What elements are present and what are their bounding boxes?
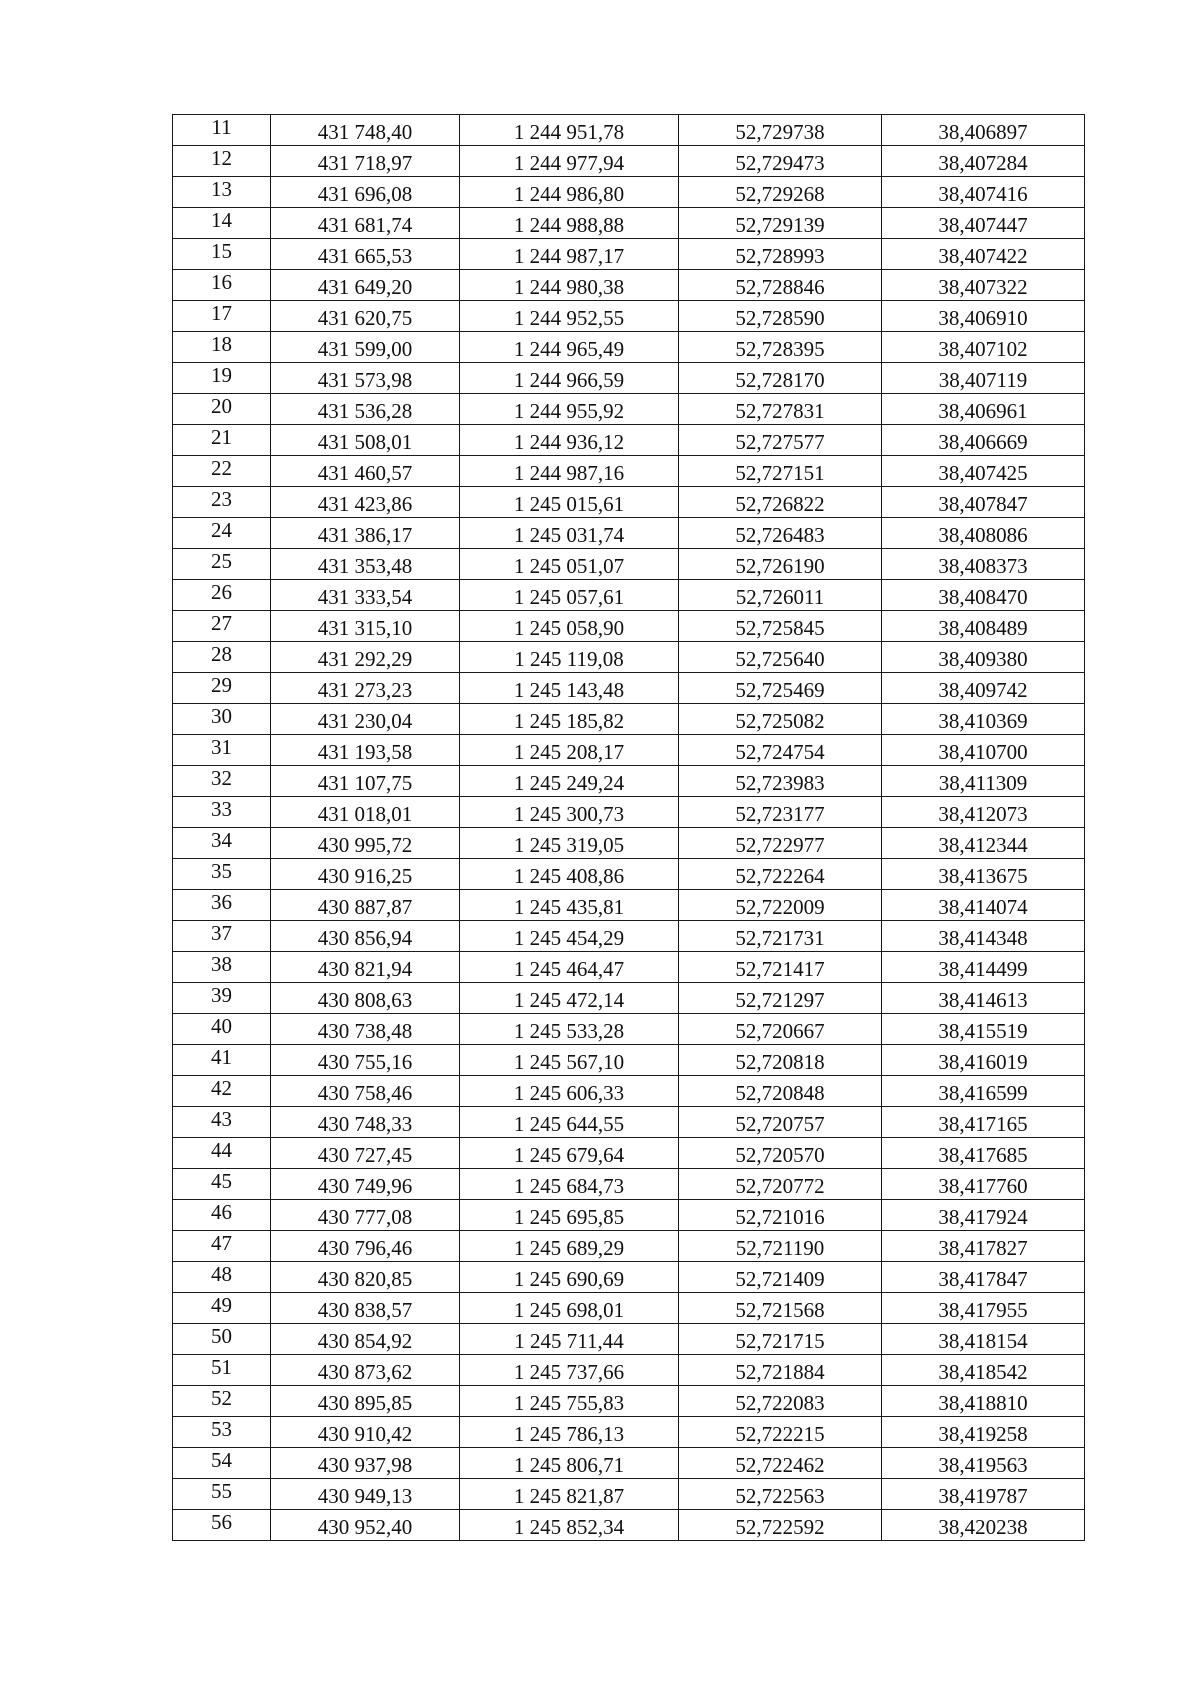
point-number-cell: 23 bbox=[173, 487, 271, 518]
longitude-cell: 38,408373 bbox=[882, 549, 1085, 580]
y-coordinate-cell: 1 245 208,17 bbox=[460, 735, 679, 766]
point-number-cell: 56 bbox=[173, 1510, 271, 1541]
longitude-cell: 38,410700 bbox=[882, 735, 1085, 766]
x-coordinate-cell: 431 649,20 bbox=[271, 270, 460, 301]
latitude-cell: 52,722563 bbox=[679, 1479, 882, 1510]
longitude-cell: 38,410369 bbox=[882, 704, 1085, 735]
latitude-cell: 52,720772 bbox=[679, 1169, 882, 1200]
y-coordinate-cell: 1 245 806,71 bbox=[460, 1448, 679, 1479]
latitude-cell: 52,721417 bbox=[679, 952, 882, 983]
x-coordinate-cell: 430 808,63 bbox=[271, 983, 460, 1014]
longitude-cell: 38,417924 bbox=[882, 1200, 1085, 1231]
x-coordinate-cell: 431 718,97 bbox=[271, 146, 460, 177]
point-number-cell: 26 bbox=[173, 580, 271, 611]
x-coordinate-cell: 430 821,94 bbox=[271, 952, 460, 983]
point-number-cell: 38 bbox=[173, 952, 271, 983]
x-coordinate-cell: 431 460,57 bbox=[271, 456, 460, 487]
point-number-cell: 11 bbox=[173, 115, 271, 146]
x-coordinate-cell: 431 230,04 bbox=[271, 704, 460, 735]
latitude-cell: 52,720848 bbox=[679, 1076, 882, 1107]
longitude-cell: 38,418154 bbox=[882, 1324, 1085, 1355]
table-row bbox=[173, 1169, 1085, 1200]
longitude-cell: 38,406910 bbox=[882, 301, 1085, 332]
point-number-cell: 39 bbox=[173, 983, 271, 1014]
point-number-cell: 25 bbox=[173, 549, 271, 580]
longitude-cell: 38,412073 bbox=[882, 797, 1085, 828]
x-coordinate-cell: 430 796,46 bbox=[271, 1231, 460, 1262]
y-coordinate-cell: 1 244 951,78 bbox=[460, 115, 679, 146]
longitude-cell: 38,411309 bbox=[882, 766, 1085, 797]
table-row bbox=[173, 456, 1085, 487]
longitude-cell: 38,407847 bbox=[882, 487, 1085, 518]
latitude-cell: 52,726822 bbox=[679, 487, 882, 518]
x-coordinate-cell: 431 386,17 bbox=[271, 518, 460, 549]
table-row bbox=[173, 1479, 1085, 1510]
latitude-cell: 52,729139 bbox=[679, 208, 882, 239]
latitude-cell: 52,722083 bbox=[679, 1386, 882, 1417]
y-coordinate-cell: 1 244 987,17 bbox=[460, 239, 679, 270]
latitude-cell: 52,720667 bbox=[679, 1014, 882, 1045]
table-row bbox=[173, 1510, 1085, 1541]
x-coordinate-cell: 431 536,28 bbox=[271, 394, 460, 425]
table-row bbox=[173, 208, 1085, 239]
point-number-cell: 22 bbox=[173, 456, 271, 487]
longitude-cell: 38,414074 bbox=[882, 890, 1085, 921]
y-coordinate-cell: 1 245 185,82 bbox=[460, 704, 679, 735]
latitude-cell: 52,728590 bbox=[679, 301, 882, 332]
y-coordinate-cell: 1 245 567,10 bbox=[460, 1045, 679, 1076]
point-number-cell: 14 bbox=[173, 208, 271, 239]
point-number-cell: 50 bbox=[173, 1324, 271, 1355]
point-number-cell: 13 bbox=[173, 177, 271, 208]
table-row bbox=[173, 1355, 1085, 1386]
latitude-cell: 52,724754 bbox=[679, 735, 882, 766]
longitude-cell: 38,406897 bbox=[882, 115, 1085, 146]
point-number-cell: 37 bbox=[173, 921, 271, 952]
point-number-cell: 43 bbox=[173, 1107, 271, 1138]
x-coordinate-cell: 430 838,57 bbox=[271, 1293, 460, 1324]
x-coordinate-cell: 430 758,46 bbox=[271, 1076, 460, 1107]
x-coordinate-cell: 431 573,98 bbox=[271, 363, 460, 394]
y-coordinate-cell: 1 244 987,16 bbox=[460, 456, 679, 487]
longitude-cell: 38,407322 bbox=[882, 270, 1085, 301]
y-coordinate-cell: 1 245 786,13 bbox=[460, 1417, 679, 1448]
longitude-cell: 38,407447 bbox=[882, 208, 1085, 239]
longitude-cell: 38,416599 bbox=[882, 1076, 1085, 1107]
point-number-cell: 36 bbox=[173, 890, 271, 921]
y-coordinate-cell: 1 245 031,74 bbox=[460, 518, 679, 549]
point-number-cell: 34 bbox=[173, 828, 271, 859]
point-number-cell: 24 bbox=[173, 518, 271, 549]
y-coordinate-cell: 1 244 986,80 bbox=[460, 177, 679, 208]
latitude-cell: 52,725082 bbox=[679, 704, 882, 735]
y-coordinate-cell: 1 244 977,94 bbox=[460, 146, 679, 177]
point-number-cell: 31 bbox=[173, 735, 271, 766]
latitude-cell: 52,721190 bbox=[679, 1231, 882, 1262]
point-number-cell: 51 bbox=[173, 1355, 271, 1386]
y-coordinate-cell: 1 245 058,90 bbox=[460, 611, 679, 642]
point-number-cell: 35 bbox=[173, 859, 271, 890]
y-coordinate-cell: 1 244 955,92 bbox=[460, 394, 679, 425]
point-number-cell: 44 bbox=[173, 1138, 271, 1169]
latitude-cell: 52,725845 bbox=[679, 611, 882, 642]
x-coordinate-cell: 430 755,16 bbox=[271, 1045, 460, 1076]
longitude-cell: 38,417760 bbox=[882, 1169, 1085, 1200]
longitude-cell: 38,407284 bbox=[882, 146, 1085, 177]
point-number-cell: 33 bbox=[173, 797, 271, 828]
point-number-cell: 27 bbox=[173, 611, 271, 642]
point-number-cell: 49 bbox=[173, 1293, 271, 1324]
table-row bbox=[173, 766, 1085, 797]
x-coordinate-cell: 431 018,01 bbox=[271, 797, 460, 828]
x-coordinate-cell: 431 107,75 bbox=[271, 766, 460, 797]
y-coordinate-cell: 1 245 852,34 bbox=[460, 1510, 679, 1541]
table-row bbox=[173, 921, 1085, 952]
point-number-cell: 29 bbox=[173, 673, 271, 704]
table-row bbox=[173, 332, 1085, 363]
y-coordinate-cell: 1 245 695,85 bbox=[460, 1200, 679, 1231]
table-row bbox=[173, 1417, 1085, 1448]
latitude-cell: 52,722264 bbox=[679, 859, 882, 890]
point-number-cell: 18 bbox=[173, 332, 271, 363]
point-number-cell: 45 bbox=[173, 1169, 271, 1200]
latitude-cell: 52,720818 bbox=[679, 1045, 882, 1076]
table-row bbox=[173, 1014, 1085, 1045]
y-coordinate-cell: 1 245 644,55 bbox=[460, 1107, 679, 1138]
y-coordinate-cell: 1 245 533,28 bbox=[460, 1014, 679, 1045]
table-row bbox=[173, 270, 1085, 301]
latitude-cell: 52,728846 bbox=[679, 270, 882, 301]
x-coordinate-cell: 430 749,96 bbox=[271, 1169, 460, 1200]
x-coordinate-cell: 430 895,85 bbox=[271, 1386, 460, 1417]
latitude-cell: 52,721409 bbox=[679, 1262, 882, 1293]
table-row bbox=[173, 239, 1085, 270]
latitude-cell: 52,729473 bbox=[679, 146, 882, 177]
longitude-cell: 38,419258 bbox=[882, 1417, 1085, 1448]
latitude-cell: 52,721568 bbox=[679, 1293, 882, 1324]
latitude-cell: 52,727151 bbox=[679, 456, 882, 487]
longitude-cell: 38,418542 bbox=[882, 1355, 1085, 1386]
x-coordinate-cell: 430 952,40 bbox=[271, 1510, 460, 1541]
longitude-cell: 38,417685 bbox=[882, 1138, 1085, 1169]
y-coordinate-cell: 1 245 143,48 bbox=[460, 673, 679, 704]
y-coordinate-cell: 1 244 952,55 bbox=[460, 301, 679, 332]
longitude-cell: 38,417955 bbox=[882, 1293, 1085, 1324]
x-coordinate-cell: 431 508,01 bbox=[271, 425, 460, 456]
latitude-cell: 52,721731 bbox=[679, 921, 882, 952]
x-coordinate-cell: 431 353,48 bbox=[271, 549, 460, 580]
y-coordinate-cell: 1 244 980,38 bbox=[460, 270, 679, 301]
latitude-cell: 52,727577 bbox=[679, 425, 882, 456]
x-coordinate-cell: 431 620,75 bbox=[271, 301, 460, 332]
table-row bbox=[173, 487, 1085, 518]
y-coordinate-cell: 1 244 988,88 bbox=[460, 208, 679, 239]
x-coordinate-cell: 430 995,72 bbox=[271, 828, 460, 859]
coordinates-table bbox=[172, 114, 1085, 1541]
longitude-cell: 38,420238 bbox=[882, 1510, 1085, 1541]
point-number-cell: 16 bbox=[173, 270, 271, 301]
table-row bbox=[173, 642, 1085, 673]
table-row bbox=[173, 1107, 1085, 1138]
table-row bbox=[173, 1076, 1085, 1107]
x-coordinate-cell: 431 193,58 bbox=[271, 735, 460, 766]
latitude-cell: 52,729738 bbox=[679, 115, 882, 146]
x-coordinate-cell: 430 916,25 bbox=[271, 859, 460, 890]
x-coordinate-cell: 431 748,40 bbox=[271, 115, 460, 146]
table-row bbox=[173, 1200, 1085, 1231]
point-number-cell: 15 bbox=[173, 239, 271, 270]
point-number-cell: 32 bbox=[173, 766, 271, 797]
point-number-cell: 54 bbox=[173, 1448, 271, 1479]
latitude-cell: 52,722009 bbox=[679, 890, 882, 921]
y-coordinate-cell: 1 245 249,24 bbox=[460, 766, 679, 797]
longitude-cell: 38,407102 bbox=[882, 332, 1085, 363]
point-number-cell: 46 bbox=[173, 1200, 271, 1231]
x-coordinate-cell: 431 333,54 bbox=[271, 580, 460, 611]
x-coordinate-cell: 430 887,87 bbox=[271, 890, 460, 921]
table-row bbox=[173, 394, 1085, 425]
longitude-cell: 38,417165 bbox=[882, 1107, 1085, 1138]
latitude-cell: 52,723983 bbox=[679, 766, 882, 797]
table-row bbox=[173, 1231, 1085, 1262]
y-coordinate-cell: 1 245 684,73 bbox=[460, 1169, 679, 1200]
table-row bbox=[173, 518, 1085, 549]
y-coordinate-cell: 1 245 606,33 bbox=[460, 1076, 679, 1107]
longitude-cell: 38,419787 bbox=[882, 1479, 1085, 1510]
y-coordinate-cell: 1 245 689,29 bbox=[460, 1231, 679, 1262]
x-coordinate-cell: 430 820,85 bbox=[271, 1262, 460, 1293]
table-row bbox=[173, 983, 1085, 1014]
longitude-cell: 38,406669 bbox=[882, 425, 1085, 456]
table-row bbox=[173, 735, 1085, 766]
y-coordinate-cell: 1 244 966,59 bbox=[460, 363, 679, 394]
table-row bbox=[173, 1138, 1085, 1169]
longitude-cell: 38,418810 bbox=[882, 1386, 1085, 1417]
table-row bbox=[173, 1386, 1085, 1417]
x-coordinate-cell: 431 273,23 bbox=[271, 673, 460, 704]
latitude-cell: 52,726483 bbox=[679, 518, 882, 549]
table-row bbox=[173, 549, 1085, 580]
table-row bbox=[173, 115, 1085, 146]
longitude-cell: 38,417827 bbox=[882, 1231, 1085, 1262]
longitude-cell: 38,412344 bbox=[882, 828, 1085, 859]
longitude-cell: 38,414613 bbox=[882, 983, 1085, 1014]
table-row bbox=[173, 1324, 1085, 1355]
table-row bbox=[173, 177, 1085, 208]
longitude-cell: 38,409380 bbox=[882, 642, 1085, 673]
x-coordinate-cell: 430 949,13 bbox=[271, 1479, 460, 1510]
latitude-cell: 52,728993 bbox=[679, 239, 882, 270]
y-coordinate-cell: 1 245 057,61 bbox=[460, 580, 679, 611]
table-row bbox=[173, 704, 1085, 735]
x-coordinate-cell: 431 315,10 bbox=[271, 611, 460, 642]
y-coordinate-cell: 1 244 965,49 bbox=[460, 332, 679, 363]
x-coordinate-cell: 431 423,86 bbox=[271, 487, 460, 518]
table-row bbox=[173, 890, 1085, 921]
point-number-cell: 17 bbox=[173, 301, 271, 332]
latitude-cell: 52,722215 bbox=[679, 1417, 882, 1448]
point-number-cell: 48 bbox=[173, 1262, 271, 1293]
latitude-cell: 52,727831 bbox=[679, 394, 882, 425]
longitude-cell: 38,416019 bbox=[882, 1045, 1085, 1076]
latitude-cell: 52,729268 bbox=[679, 177, 882, 208]
longitude-cell: 38,414499 bbox=[882, 952, 1085, 983]
y-coordinate-cell: 1 245 015,61 bbox=[460, 487, 679, 518]
latitude-cell: 52,723177 bbox=[679, 797, 882, 828]
table-row bbox=[173, 828, 1085, 859]
point-number-cell: 21 bbox=[173, 425, 271, 456]
latitude-cell: 52,725469 bbox=[679, 673, 882, 704]
latitude-cell: 52,722592 bbox=[679, 1510, 882, 1541]
y-coordinate-cell: 1 245 119,08 bbox=[460, 642, 679, 673]
longitude-cell: 38,408470 bbox=[882, 580, 1085, 611]
longitude-cell: 38,414348 bbox=[882, 921, 1085, 952]
longitude-cell: 38,406961 bbox=[882, 394, 1085, 425]
latitude-cell: 52,726190 bbox=[679, 549, 882, 580]
latitude-cell: 52,721884 bbox=[679, 1355, 882, 1386]
latitude-cell: 52,726011 bbox=[679, 580, 882, 611]
y-coordinate-cell: 1 244 936,12 bbox=[460, 425, 679, 456]
y-coordinate-cell: 1 245 464,47 bbox=[460, 952, 679, 983]
table-row bbox=[173, 1045, 1085, 1076]
x-coordinate-cell: 431 696,08 bbox=[271, 177, 460, 208]
longitude-cell: 38,413675 bbox=[882, 859, 1085, 890]
longitude-cell: 38,408086 bbox=[882, 518, 1085, 549]
latitude-cell: 52,728395 bbox=[679, 332, 882, 363]
x-coordinate-cell: 431 292,29 bbox=[271, 642, 460, 673]
point-number-cell: 40 bbox=[173, 1014, 271, 1045]
point-number-cell: 30 bbox=[173, 704, 271, 735]
y-coordinate-cell: 1 245 408,86 bbox=[460, 859, 679, 890]
table-row bbox=[173, 301, 1085, 332]
longitude-cell: 38,408489 bbox=[882, 611, 1085, 642]
y-coordinate-cell: 1 245 454,29 bbox=[460, 921, 679, 952]
point-number-cell: 12 bbox=[173, 146, 271, 177]
latitude-cell: 52,721297 bbox=[679, 983, 882, 1014]
y-coordinate-cell: 1 245 690,69 bbox=[460, 1262, 679, 1293]
y-coordinate-cell: 1 245 435,81 bbox=[460, 890, 679, 921]
x-coordinate-cell: 430 873,62 bbox=[271, 1355, 460, 1386]
y-coordinate-cell: 1 245 711,44 bbox=[460, 1324, 679, 1355]
y-coordinate-cell: 1 245 821,87 bbox=[460, 1479, 679, 1510]
table-row bbox=[173, 611, 1085, 642]
y-coordinate-cell: 1 245 051,07 bbox=[460, 549, 679, 580]
latitude-cell: 52,722977 bbox=[679, 828, 882, 859]
x-coordinate-cell: 430 937,98 bbox=[271, 1448, 460, 1479]
table-row bbox=[173, 1293, 1085, 1324]
y-coordinate-cell: 1 245 698,01 bbox=[460, 1293, 679, 1324]
table-row bbox=[173, 363, 1085, 394]
table-row bbox=[173, 797, 1085, 828]
point-number-cell: 52 bbox=[173, 1386, 271, 1417]
longitude-cell: 38,419563 bbox=[882, 1448, 1085, 1479]
point-number-cell: 42 bbox=[173, 1076, 271, 1107]
table-row bbox=[173, 1448, 1085, 1479]
longitude-cell: 38,415519 bbox=[882, 1014, 1085, 1045]
y-coordinate-cell: 1 245 300,73 bbox=[460, 797, 679, 828]
latitude-cell: 52,721715 bbox=[679, 1324, 882, 1355]
point-number-cell: 20 bbox=[173, 394, 271, 425]
x-coordinate-cell: 430 910,42 bbox=[271, 1417, 460, 1448]
table-row bbox=[173, 1262, 1085, 1293]
latitude-cell: 52,720570 bbox=[679, 1138, 882, 1169]
x-coordinate-cell: 430 738,48 bbox=[271, 1014, 460, 1045]
longitude-cell: 38,407425 bbox=[882, 456, 1085, 487]
point-number-cell: 55 bbox=[173, 1479, 271, 1510]
latitude-cell: 52,725640 bbox=[679, 642, 882, 673]
coordinates-table-body bbox=[173, 115, 1085, 1541]
longitude-cell: 38,407119 bbox=[882, 363, 1085, 394]
x-coordinate-cell: 430 748,33 bbox=[271, 1107, 460, 1138]
latitude-cell: 52,722462 bbox=[679, 1448, 882, 1479]
longitude-cell: 38,417847 bbox=[882, 1262, 1085, 1293]
x-coordinate-cell: 431 665,53 bbox=[271, 239, 460, 270]
x-coordinate-cell: 430 727,45 bbox=[271, 1138, 460, 1169]
point-number-cell: 28 bbox=[173, 642, 271, 673]
table-row bbox=[173, 952, 1085, 983]
point-number-cell: 53 bbox=[173, 1417, 271, 1448]
table-row bbox=[173, 146, 1085, 177]
point-number-cell: 19 bbox=[173, 363, 271, 394]
y-coordinate-cell: 1 245 679,64 bbox=[460, 1138, 679, 1169]
longitude-cell: 38,407422 bbox=[882, 239, 1085, 270]
x-coordinate-cell: 430 777,08 bbox=[271, 1200, 460, 1231]
latitude-cell: 52,720757 bbox=[679, 1107, 882, 1138]
latitude-cell: 52,721016 bbox=[679, 1200, 882, 1231]
point-number-cell: 47 bbox=[173, 1231, 271, 1262]
x-coordinate-cell: 431 681,74 bbox=[271, 208, 460, 239]
y-coordinate-cell: 1 245 737,66 bbox=[460, 1355, 679, 1386]
longitude-cell: 38,407416 bbox=[882, 177, 1085, 208]
point-number-cell: 41 bbox=[173, 1045, 271, 1076]
y-coordinate-cell: 1 245 472,14 bbox=[460, 983, 679, 1014]
latitude-cell: 52,728170 bbox=[679, 363, 882, 394]
table-row bbox=[173, 580, 1085, 611]
x-coordinate-cell: 430 856,94 bbox=[271, 921, 460, 952]
table-row bbox=[173, 673, 1085, 704]
x-coordinate-cell: 430 854,92 bbox=[271, 1324, 460, 1355]
x-coordinate-cell: 431 599,00 bbox=[271, 332, 460, 363]
longitude-cell: 38,409742 bbox=[882, 673, 1085, 704]
table-row bbox=[173, 425, 1085, 456]
y-coordinate-cell: 1 245 319,05 bbox=[460, 828, 679, 859]
y-coordinate-cell: 1 245 755,83 bbox=[460, 1386, 679, 1417]
table-row bbox=[173, 859, 1085, 890]
